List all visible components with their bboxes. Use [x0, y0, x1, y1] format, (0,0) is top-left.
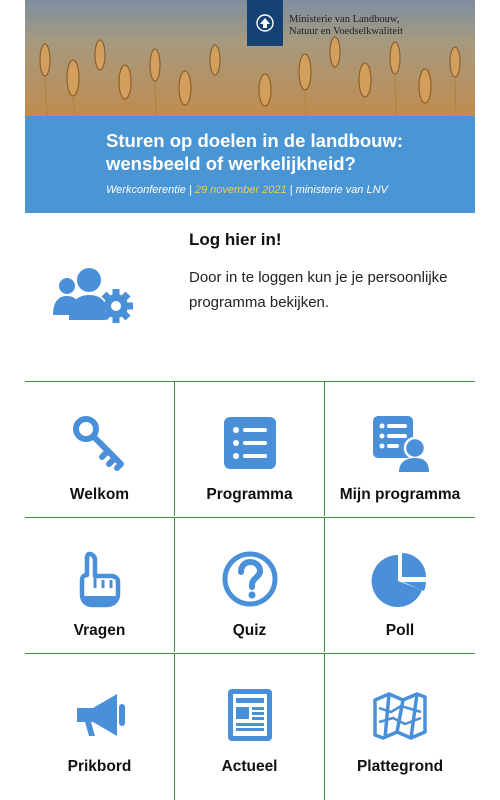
menu-item-label: Welkom [69, 486, 130, 503]
menu-item-welkom[interactable] [25, 381, 174, 516]
event-banner [25, 116, 475, 213]
subtitle-part-2: | ministerie van LNV [286, 184, 388, 196]
menu-item-label: Quiz [232, 622, 267, 639]
event-subtitle [106, 184, 388, 196]
menu-item-label: Programma [206, 486, 293, 503]
menu-grid [25, 381, 475, 800]
login-panel[interactable] [25, 213, 475, 381]
event-title [106, 129, 466, 175]
menu-item-actueel[interactable] [174, 653, 324, 800]
menu-item-poll[interactable] [324, 517, 475, 652]
event-date: 29 november 2021 [194, 184, 287, 196]
key-icon [71, 414, 129, 472]
newspaper-icon [221, 686, 279, 744]
menu-item-mijn-programma[interactable] [324, 381, 475, 516]
menu-item-prikbord[interactable] [25, 653, 174, 800]
user-list-icon [371, 414, 429, 472]
event-title-line-2: wensbeeld of werkelijkheid? [106, 153, 356, 174]
login-description: Door in te loggen kun je je persoonlijke programma bekijken. [189, 269, 448, 311]
menu-item-vragen[interactable] [25, 517, 174, 652]
menu-item-quiz[interactable] [174, 517, 324, 652]
megaphone-icon [71, 686, 129, 744]
login-title: Log hier in! [189, 230, 282, 249]
menu-item-label: Poll [385, 622, 415, 639]
menu-item-programma[interactable] [174, 381, 324, 516]
menu-item-label: Prikbord [67, 758, 132, 775]
event-title-line-1: Sturen op doelen in de landbouw: [106, 130, 404, 151]
map-icon [371, 686, 429, 744]
menu-item-label: Plattegrond [356, 758, 444, 775]
users-gear-icon [53, 265, 135, 327]
question-icon [221, 550, 279, 608]
menu-item-label: Vragen [73, 622, 126, 639]
ministry-name [289, 14, 469, 38]
pointing-hand-icon [71, 550, 129, 608]
menu-item-label: Actueel [221, 758, 278, 775]
pie-chart-icon [371, 550, 429, 608]
government-logo [247, 0, 283, 46]
subtitle-part-1: Werkconferentie | [106, 184, 195, 196]
ministry-line-2: Natuur en Voedselkwaliteit [289, 26, 403, 37]
menu-item-plattegrond[interactable] [324, 653, 475, 800]
list-icon [221, 414, 279, 472]
menu-item-label: Mijn programma [339, 486, 461, 503]
ministry-line-1: Ministerie van Landbouw, [289, 14, 400, 25]
header-banner [25, 0, 475, 213]
crest-icon [254, 12, 276, 34]
